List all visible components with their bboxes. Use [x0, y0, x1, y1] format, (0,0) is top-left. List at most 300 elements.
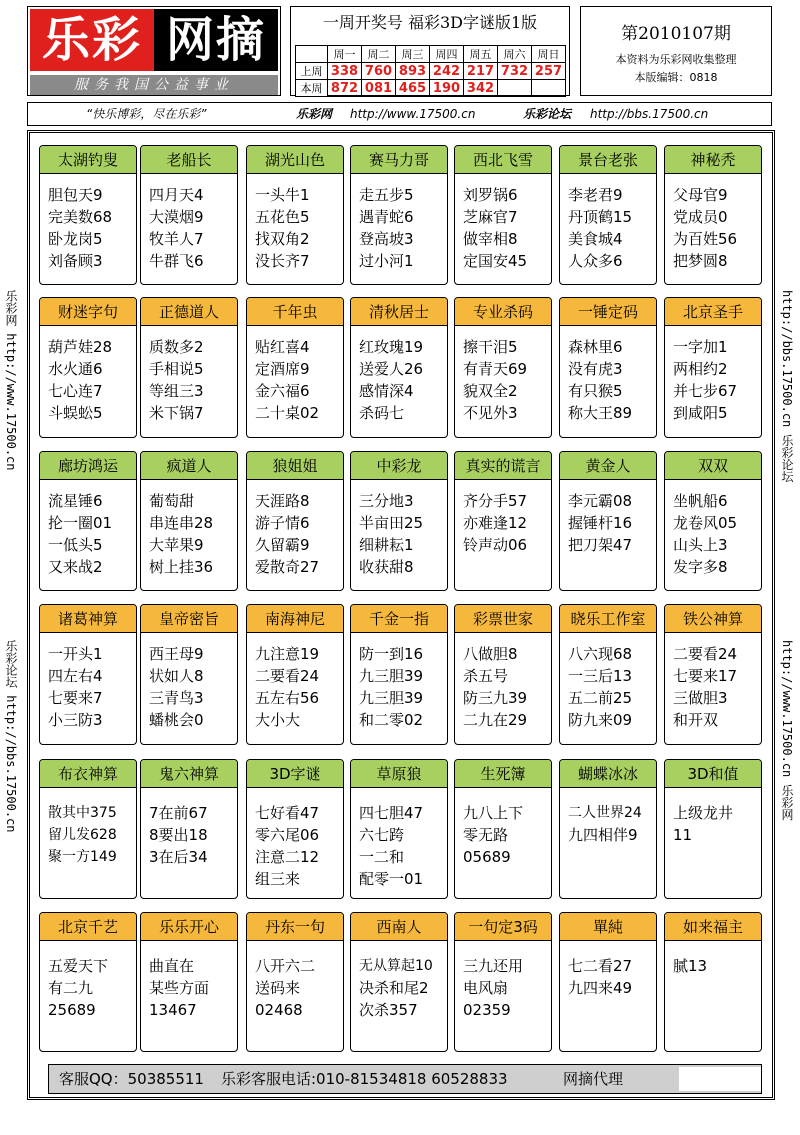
issue-number: 第2010107期 — [621, 24, 731, 44]
riddle-card-title: 老船长 — [141, 146, 237, 174]
weekday-header-row — [296, 46, 566, 63]
side-site-url-left[interactable]: 乐彩网 http://www.17500.cn — [4, 290, 18, 471]
weekday-cell: 周二 — [362, 46, 396, 63]
riddle-line: 握锤杆16 — [568, 514, 633, 532]
riddle-card-title: 生死簿 — [455, 760, 551, 788]
riddle-card — [246, 759, 344, 899]
riddle-card-body — [665, 633, 761, 731]
riddle-line: 发字多8 — [673, 558, 728, 576]
riddle-card — [246, 145, 344, 285]
riddle-card-body — [455, 174, 551, 272]
riddle-line: 等组三3 — [149, 382, 204, 400]
logo-block — [27, 6, 281, 96]
logo-black-text: 网摘 — [165, 12, 266, 68]
riddle-line: 三分地3 — [359, 492, 414, 510]
riddle-line: 牛群飞6 — [149, 252, 204, 270]
riddle-line: 蟠桃会0 — [149, 711, 204, 729]
result-number: 342 — [464, 80, 498, 97]
riddle-card — [39, 451, 137, 591]
riddle-line: 六七跨 — [359, 826, 405, 844]
riddle-line: 久留霸9 — [255, 536, 310, 554]
riddle-card — [39, 604, 137, 745]
riddle-line: 二九在29 — [463, 711, 528, 729]
riddle-card-title: 南海神尼 — [247, 605, 343, 633]
riddle-line: 定酒席9 — [255, 360, 310, 378]
riddle-line: 父母官9 — [673, 186, 728, 204]
result-number: 760 — [362, 63, 396, 80]
riddle-line: 齐分手57 — [463, 492, 528, 510]
riddle-card — [454, 604, 552, 745]
riddle-card-title: 专业杀码 — [455, 298, 551, 326]
riddle-card-title: 西北飞雪 — [455, 146, 551, 174]
this-week-row — [296, 80, 566, 97]
riddle-line: 四左右4 — [48, 667, 103, 685]
riddle-card — [350, 759, 448, 899]
riddle-line: 留儿发628 — [48, 827, 117, 843]
riddle-card — [350, 297, 448, 438]
riddle-card — [454, 145, 552, 285]
riddle-line: 登高坡3 — [359, 230, 414, 248]
riddle-card-title: 神秘秃 — [665, 146, 761, 174]
riddle-card-body — [560, 326, 656, 424]
riddle-line: 腻13 — [673, 957, 708, 975]
riddle-line: 李老君9 — [568, 186, 623, 204]
riddle-card — [39, 297, 137, 438]
weekday-cell: 周三 — [396, 46, 430, 63]
riddle-line: 九注意19 — [255, 645, 320, 663]
riddle-card-title: 中彩龙 — [351, 452, 447, 480]
riddle-line: 铃声动06 — [463, 536, 528, 554]
riddle-line: 天涯路8 — [255, 492, 310, 510]
weekday-cell: 周五 — [464, 46, 498, 63]
riddle-line: 02468 — [255, 1001, 303, 1019]
result-number: 217 — [464, 63, 498, 80]
riddle-card — [140, 145, 238, 285]
riddle-line: 零六尾06 — [255, 826, 320, 844]
riddle-card — [39, 759, 137, 899]
riddle-card-body — [40, 941, 136, 1021]
side-forum-url-right[interactable]: http://bbs.17500.cn 乐彩论坛 — [780, 290, 794, 483]
riddle-card-body — [247, 326, 343, 424]
result-number: 242 — [430, 63, 464, 80]
riddle-line: 有只猴5 — [568, 382, 623, 400]
riddle-line: 流星锤6 — [48, 492, 103, 510]
riddle-line: 貌双全2 — [463, 382, 518, 400]
riddle-card-title: 廊坊鸿运 — [40, 452, 136, 480]
result-number: 465 — [396, 80, 430, 97]
footer-bar — [48, 1064, 762, 1094]
result-number: 081 — [362, 80, 396, 97]
riddle-line: 没有虎3 — [568, 360, 623, 378]
riddle-card — [140, 604, 238, 745]
riddle-line: 爱散奇27 — [255, 558, 320, 576]
riddle-line: 又来战2 — [48, 558, 103, 576]
weekly-results-block — [290, 6, 570, 96]
riddle-line: 配零一01 — [359, 870, 424, 888]
riddle-line: 走五步5 — [359, 186, 414, 204]
riddle-line: 七要来7 — [48, 689, 103, 707]
riddle-line: 九四相伴9 — [568, 826, 638, 844]
riddle-line: 把刀架47 — [568, 536, 633, 554]
riddle-card — [140, 451, 238, 591]
footer-qq: 客服QQ：50385511 — [59, 1070, 204, 1088]
riddle-line: 小三防3 — [48, 711, 103, 729]
riddle-line: 散其中375 — [48, 805, 117, 821]
riddle-line: 25689 — [48, 1001, 96, 1019]
riddle-card-title: 景台老张 — [560, 146, 656, 174]
riddle-card-body — [560, 174, 656, 272]
riddle-line: 葫芦娃28 — [48, 338, 113, 356]
riddle-line: 找双角2 — [255, 230, 310, 248]
riddle-line: 三青鸟3 — [149, 689, 204, 707]
riddle-line: 没长齐7 — [255, 252, 310, 270]
riddle-line: 过小河1 — [359, 252, 414, 270]
riddle-line: 七要来17 — [673, 667, 738, 685]
riddle-card-title: 太湖钓叟 — [40, 146, 136, 174]
riddle-card-title: 诸葛神算 — [40, 605, 136, 633]
riddle-line: 和开双 — [673, 711, 719, 729]
riddle-line: 五二前25 — [568, 689, 633, 707]
riddle-line: 五左右56 — [255, 689, 320, 707]
riddle-card — [350, 912, 448, 1052]
riddle-card-body — [247, 941, 343, 1021]
riddle-line: 遇青蛇6 — [359, 208, 414, 226]
riddle-line: 不见外3 — [463, 404, 518, 422]
riddle-line: 五花色5 — [255, 208, 310, 226]
riddle-line: 胆包天9 — [48, 186, 103, 204]
site-url-link[interactable]: http://www.17500.cn — [350, 107, 476, 121]
riddle-card-body — [560, 788, 656, 846]
riddle-card-title: 鬼六神算 — [141, 760, 237, 788]
riddle-card — [559, 604, 657, 745]
weekly-results-title: 一周开奖号 福彩3D字谜版1版 — [322, 13, 538, 32]
riddle-card-body — [247, 633, 343, 731]
riddle-line: 感情深4 — [359, 382, 414, 400]
riddle-card — [664, 145, 762, 285]
riddle-card — [559, 297, 657, 438]
riddle-line: 决杀和尾2 — [359, 979, 429, 997]
riddle-line: 有青天69 — [463, 360, 528, 378]
riddle-card-body — [141, 326, 237, 424]
riddle-line: 树上挂36 — [149, 558, 214, 576]
weekday-cell: 周一 — [328, 46, 362, 63]
riddle-card-title: 千金一指 — [351, 605, 447, 633]
result-number: 257 — [532, 63, 566, 80]
riddle-card — [246, 297, 344, 438]
riddle-card-body — [665, 941, 761, 977]
riddle-card — [454, 297, 552, 438]
riddle-card-title: 狼姐姐 — [247, 452, 343, 480]
riddle-card-body — [560, 480, 656, 556]
riddle-line: 为百姓56 — [673, 230, 738, 248]
issue-block — [580, 6, 772, 96]
riddle-card-body — [40, 633, 136, 731]
edit-number: 本版编辑：0818 — [634, 71, 718, 84]
this-week-label: 本周 — [296, 80, 328, 97]
riddle-line: 注意二12 — [255, 848, 320, 866]
riddle-card — [246, 451, 344, 591]
riddle-card-title: 湖光山色 — [247, 146, 343, 174]
riddle-line: 把梦圆8 — [673, 252, 728, 270]
riddle-line: 党成员0 — [673, 208, 728, 226]
riddle-line: 九三胆39 — [359, 689, 424, 707]
riddle-line: 组三来 — [255, 870, 301, 888]
riddle-line: 和二零02 — [359, 711, 424, 729]
riddle-card-body — [141, 174, 237, 272]
riddle-card — [559, 759, 657, 899]
riddle-card-body — [455, 941, 551, 1021]
riddle-line: 一开头1 — [48, 645, 103, 663]
riddle-card — [350, 451, 448, 591]
riddle-line: 葡萄甜 — [149, 492, 195, 510]
riddle-card-body — [351, 326, 447, 424]
riddle-line: 大苹果9 — [149, 536, 204, 554]
side-site-url-right[interactable]: http://www.17500.cn 乐彩网 — [780, 640, 794, 821]
riddle-card-body — [455, 788, 551, 868]
riddle-card-title: 一锤定码 — [560, 298, 656, 326]
riddle-line: 抡一圈01 — [48, 514, 113, 532]
forum-url-link[interactable]: http://bbs.17500.cn — [590, 107, 709, 121]
riddle-card-title: 彩票世家 — [455, 605, 551, 633]
riddle-card — [246, 604, 344, 745]
riddle-line: 九八上下 — [463, 804, 524, 822]
result-number: 338 — [328, 63, 362, 80]
riddle-line: 7在前67 — [149, 804, 208, 822]
riddle-card-title: 千年虫 — [247, 298, 343, 326]
riddle-card-title: 晓乐工作室 — [560, 605, 656, 633]
weekday-cell: 周日 — [532, 46, 566, 63]
riddle-card-body — [351, 788, 447, 890]
riddle-line: 水火通6 — [48, 360, 103, 378]
riddle-line: 一低头5 — [48, 536, 103, 554]
motto-slogan: “快乐博彩，尽在乐彩” — [86, 107, 207, 121]
riddle-line: 送码来 — [255, 979, 301, 997]
riddle-card — [559, 145, 657, 285]
riddle-line: 完美数68 — [48, 208, 113, 226]
riddle-card-title: 蝴蝶冰冰 — [560, 760, 656, 788]
riddle-line: 零无路 — [463, 826, 509, 844]
riddle-line: 人众多6 — [568, 252, 623, 270]
riddle-card-body — [247, 480, 343, 578]
riddle-card — [246, 912, 344, 1052]
site-name: 乐彩网 — [296, 107, 333, 121]
footer-phone: 乐彩客服电话:010-81534818 60528833 — [221, 1070, 508, 1088]
riddle-card-body — [455, 480, 551, 556]
riddle-line: 一二和 — [359, 848, 405, 866]
riddle-line: 米下锅7 — [149, 404, 204, 422]
riddle-line: 半亩田25 — [359, 514, 424, 532]
riddle-line: 亦难逢12 — [463, 514, 528, 532]
riddle-line: 八开六二 — [255, 957, 316, 975]
riddle-line: 上级龙井 — [673, 804, 734, 822]
riddle-card-title: 正德道人 — [141, 298, 237, 326]
riddle-card-title: 财迷字句 — [40, 298, 136, 326]
riddle-card — [454, 451, 552, 591]
riddle-line: 九三胆39 — [359, 667, 424, 685]
riddle-line: 斗蜈蚣5 — [48, 404, 103, 422]
riddle-line: 森林里6 — [568, 338, 623, 356]
issue-note: 本资料为乐彩网收集整理 — [615, 53, 737, 66]
riddle-card-body — [40, 480, 136, 578]
riddle-card — [39, 145, 137, 285]
riddle-line: 七好看47 — [255, 804, 320, 822]
riddle-line: 卧龙岗5 — [48, 230, 103, 248]
riddle-card — [664, 759, 762, 899]
riddle-card-body — [141, 480, 237, 578]
riddle-line: 收获甜8 — [359, 558, 414, 576]
riddle-line: 金六福6 — [255, 382, 310, 400]
riddle-line: 防一到16 — [359, 645, 424, 663]
riddle-line: 到咸阳5 — [673, 404, 728, 422]
footer-agent: 网摘代理 — [563, 1070, 624, 1088]
riddle-card-body — [455, 326, 551, 424]
riddle-line: 送爱人26 — [359, 360, 424, 378]
riddle-line: 某些方面 — [149, 979, 210, 997]
footer-blank-field — [679, 1067, 761, 1091]
riddle-line: 三做胆3 — [673, 689, 728, 707]
riddle-line: 四七胆47 — [359, 804, 424, 822]
riddle-line: 二要看24 — [673, 645, 738, 663]
result-number: 872 — [328, 80, 362, 97]
riddle-line: 刘罗锅6 — [463, 186, 518, 204]
riddle-line: 13467 — [149, 1001, 197, 1019]
riddle-card — [140, 297, 238, 438]
result-number — [498, 80, 532, 97]
riddle-card-body — [247, 174, 343, 272]
riddle-line: 称大王89 — [568, 404, 633, 422]
riddle-line: 手相说5 — [149, 360, 204, 378]
riddle-card-title: 3D和值 — [665, 760, 761, 788]
riddle-card-body — [560, 941, 656, 999]
riddle-card — [559, 912, 657, 1052]
result-number: 893 — [396, 63, 430, 80]
last-week-row — [296, 63, 566, 80]
riddle-card-body — [351, 480, 447, 578]
riddle-line: 七二看27 — [568, 957, 633, 975]
riddle-card-body — [141, 941, 237, 1021]
riddle-line: 无从算起10 — [359, 958, 433, 974]
riddle-line: 芝麻官7 — [463, 208, 518, 226]
riddle-card — [140, 912, 238, 1052]
last-week-label: 上周 — [296, 63, 328, 80]
riddle-card-body — [40, 326, 136, 424]
riddle-card-title: 黄金人 — [560, 452, 656, 480]
weekday-cell: 周六 — [498, 46, 532, 63]
riddle-card — [664, 604, 762, 745]
riddle-line: 串连串28 — [149, 514, 214, 532]
riddle-line: 七心连7 — [48, 382, 103, 400]
riddle-line: 李元霸08 — [568, 492, 633, 510]
riddle-line: 防三九39 — [463, 689, 528, 707]
riddle-card-body — [247, 788, 343, 890]
riddle-line: 曲直在 — [149, 957, 195, 975]
riddle-line: 做宰相8 — [463, 230, 518, 248]
riddle-card-body — [665, 326, 761, 424]
riddle-line: 西王母9 — [149, 645, 204, 663]
riddle-card-body — [351, 633, 447, 731]
riddle-card-title: 清秋居士 — [351, 298, 447, 326]
riddle-card-body — [665, 788, 761, 846]
riddle-line: 大小大 — [255, 711, 301, 729]
riddle-line: 红玫瑰19 — [359, 338, 424, 356]
riddle-line: 一三后13 — [568, 667, 633, 685]
riddle-card-body — [40, 788, 136, 868]
riddle-line: 质数多2 — [149, 338, 204, 356]
riddle-card-title: 疯道人 — [141, 452, 237, 480]
riddle-card-title: 丹东一句 — [247, 913, 343, 941]
riddle-line: 游子情6 — [255, 514, 310, 532]
riddle-line: 八六现68 — [568, 645, 633, 663]
riddle-line: 两相约2 — [673, 360, 728, 378]
riddle-card-body — [141, 788, 237, 868]
riddle-line: 8要出18 — [149, 826, 208, 844]
result-number: 190 — [430, 80, 464, 97]
riddle-card-body — [40, 174, 136, 272]
forum-name: 乐彩论坛 — [523, 107, 572, 121]
weekly-results-table — [295, 45, 566, 97]
weekday-cell: 周四 — [430, 46, 464, 63]
riddle-line: 牧羊人7 — [149, 230, 204, 248]
riddle-card — [454, 759, 552, 899]
riddle-line: 定国安45 — [463, 252, 528, 270]
riddle-line: 四月天4 — [149, 186, 204, 204]
riddle-card-body — [665, 174, 761, 272]
riddle-card-title: 铁公神算 — [665, 605, 761, 633]
riddle-card-body — [560, 633, 656, 731]
riddle-card-title: 赛马力哥 — [351, 146, 447, 174]
riddle-line: 丹顶鹤15 — [568, 208, 633, 226]
riddle-card-body — [351, 941, 447, 1021]
riddle-card-title: 如来福主 — [665, 913, 761, 941]
riddle-line: 擦干泪5 — [463, 338, 518, 356]
riddle-line: 有二九 — [48, 979, 94, 997]
riddle-line: 三九还用 — [463, 957, 524, 975]
riddle-line: 美食城4 — [568, 230, 623, 248]
riddle-line: 二人世界24 — [568, 805, 642, 821]
riddle-card-title: 双双 — [665, 452, 761, 480]
riddle-card — [559, 451, 657, 591]
riddle-line: 一字加1 — [673, 338, 728, 356]
riddle-card-title: 北京圣手 — [665, 298, 761, 326]
logo-red-text: 乐彩 — [30, 9, 154, 71]
riddle-line: 防九来09 — [568, 711, 633, 729]
riddle-card — [454, 912, 552, 1052]
riddle-line: 龙卷风05 — [673, 514, 738, 532]
riddle-line: 电风扇 — [463, 979, 509, 997]
riddle-line: 八做胆8 — [463, 645, 518, 663]
riddle-card-body — [665, 480, 761, 578]
riddle-line: 九四来49 — [568, 979, 633, 997]
side-forum-url-left[interactable]: 乐彩论坛 http://bbs.17500.cn — [4, 640, 18, 833]
riddle-line: 11 — [673, 826, 693, 844]
riddle-card — [140, 759, 238, 899]
riddle-line: 并七步67 — [673, 382, 738, 400]
riddle-card-title: 北京千艺 — [40, 913, 136, 941]
riddle-card — [350, 604, 448, 745]
riddle-line: 次杀357 — [359, 1001, 418, 1019]
riddle-card — [664, 912, 762, 1052]
riddle-card — [39, 912, 137, 1052]
riddle-line: 坐帆船6 — [673, 492, 728, 510]
riddle-line: 二十桌02 — [255, 404, 320, 422]
riddle-line: 二要看24 — [255, 667, 320, 685]
riddle-line: 状如人8 — [149, 667, 204, 685]
riddle-card-body — [455, 633, 551, 731]
riddle-card-title: 單純 — [560, 913, 656, 941]
riddle-line: 贴红喜4 — [255, 338, 310, 356]
riddle-line: 杀五号 — [463, 667, 509, 685]
logo — [30, 9, 278, 71]
